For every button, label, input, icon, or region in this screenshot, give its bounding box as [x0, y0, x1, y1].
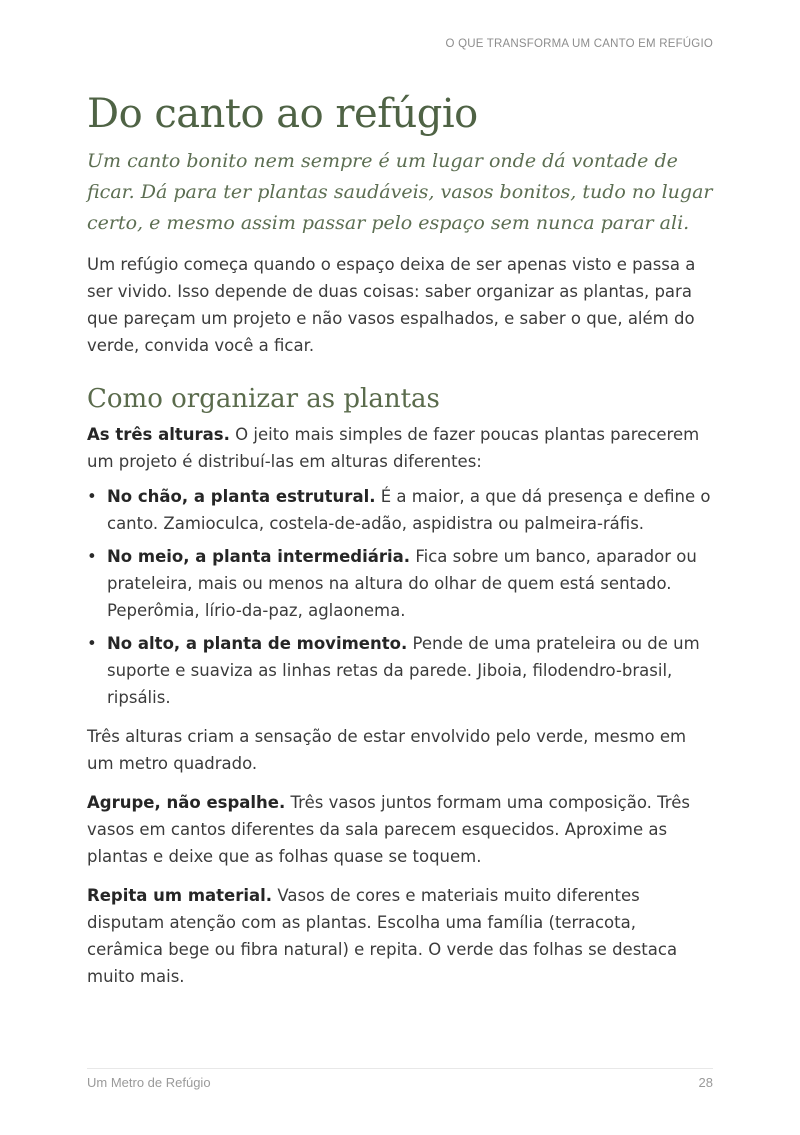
list-item-middle	[87, 543, 713, 624]
list-item-text: Pende de uma prateleira ou de um suporte e suaviza as linhas retas da parede. Jiboia, filodendro-brasil, ripsális.	[107, 634, 700, 707]
list-item-high	[87, 630, 713, 711]
summary-paragraph: Três alturas criam a sensação de estar envolvido pelo verde, mesmo em um metro quadrado.	[87, 727, 687, 773]
book-title: Um Metro de Refúgio	[87, 1075, 211, 1090]
material-paragraph	[87, 882, 713, 990]
list-item-label: No chão, a planta estrutural.	[107, 487, 376, 506]
section-heading: Como organizar as plantas	[87, 384, 440, 414]
heights-list	[87, 483, 713, 711]
list-item-text: Fica sobre um banco, aparador ou prateleira, mais ou menos na altura do olhar de quem está sentado. Peperômia, lírio-da-paz, aglaonema.	[107, 547, 697, 620]
list-item-text: É a maior, a que dá presença e define o canto. Zamioculca, costela-de-adão, aspidistra ou palmeira-ráfis.	[107, 487, 711, 533]
material-label: Repita um material.	[87, 886, 273, 905]
page-number: 28	[698, 1075, 713, 1090]
group-paragraph	[87, 789, 713, 870]
page-content	[87, 86, 713, 990]
list-item-label: No meio, a planta intermediária.	[107, 547, 411, 566]
list-item-label: No alto, a planta de movimento.	[107, 634, 408, 653]
three-heights-paragraph	[87, 421, 713, 475]
group-text: Três vasos juntos formam uma composição. Três vasos em cantos diferentes da sala parecem esquecidos. Aproxime as plantas e deixe que as folhas quase se toquem.	[87, 793, 690, 866]
running-header: O QUE TRANSFORMA UM CANTO EM REFÚGIO	[445, 38, 713, 50]
material-text: Vasos de cores e materiais muito diferentes disputam atenção com as plantas. Escolha uma família (terracota, cerâmica bege ou fibra natural) e repita. O verde das folhas se destaca muito mais.	[87, 886, 678, 986]
group-label: Agrupe, não espalhe.	[87, 793, 286, 812]
page-title: Do canto ao refúgio	[87, 91, 478, 137]
list-item-floor	[87, 483, 713, 537]
page-footer	[87, 1068, 713, 1090]
lead-paragraph: Um canto bonito nem sempre é um lugar onde dá vontade de ficar. Dá para ter plantas saudáveis, vasos bonitos, tudo no lugar certo, e mesmo assim passar pelo espaço sem nunca parar ali.	[87, 150, 713, 234]
three-heights-text: O jeito mais simples de fazer poucas plantas parecerem um projeto é distribuí-las em alturas diferentes:	[87, 425, 700, 471]
intro-paragraph: Um refúgio começa quando o espaço deixa de ser apenas visto e passa a ser vivido. Isso depende de duas coisas: saber organizar as plantas, para que pareçam um projeto e não vasos espalhados, e saber o que, além do verde, convida você a ficar.	[87, 255, 696, 355]
three-heights-label: As três alturas.	[87, 425, 230, 444]
